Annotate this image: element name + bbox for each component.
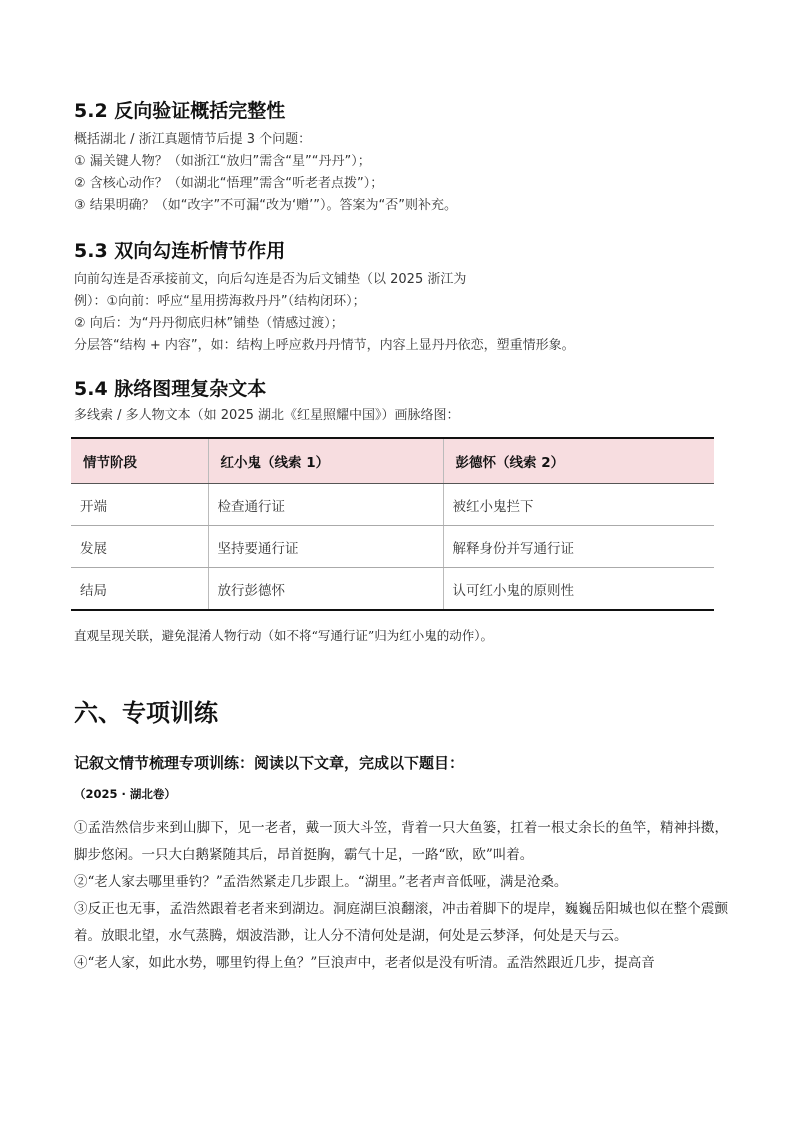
passage-paragraph: ④“老人家，如此水势，哪里钓得上鱼？”巨浪声中，老者似是没有听清。孟浩然跟近几步，提高音 [74,955,655,971]
plot-stage-table [71,437,714,611]
section-5-2-body [74,129,724,217]
section-5-4-heading: 5.4 脉络图理复杂文本 [74,378,267,400]
section-5-2-heading: 5.2 反向验证概括完整性 [74,100,286,122]
text-line: ③ 结果明确？（如“改字”不可漏“改为‘赠’”）。答案为“否”则补充。 [74,198,457,213]
section-5-4-intro: 多线索 / 多人物文本（如 2025 湖北《红星照耀中国》）画脉络图： [74,408,460,423]
table-cell: 结局 [71,568,208,611]
section-5-3-heading: 5.3 双向勾连析情节作用 [74,240,286,262]
table-note: 直观呈现关联，避免混淆人物行动（如不将“写通行证”归为红小鬼的动作）。 [74,628,494,643]
table-cell: 开端 [71,484,208,526]
table-row [71,568,714,611]
text-line: 概括湖北 / 浙江真题情节后提 3 个问题： [74,132,312,147]
exam-source: （2025 · 湖北卷） [74,787,176,801]
table-header-row [71,438,714,484]
table-header-cell: 彭德怀（线索 2） [443,438,714,484]
table-row [71,526,714,568]
passage-paragraph: ③反正也无事，孟浩然跟着老者来到湖边。洞庭湖巨浪翻滚，冲击着脚下的堤岸，巍巍岳阳城也似在整个震颤着。放眼北望，水气蒸腾，烟波浩渺，让人分不清何处是湖，何处是云梦泽，何处是天与云。 [74,901,728,944]
section-5-3-body [74,269,724,357]
text-line: ② 含核心动作？（如湖北“悟理”需含“听老者点拨”）； [74,176,384,191]
passage-paragraph: ②“老人家去哪里垂钓？”孟浩然紧走几步跟上。“湖里。”老者声音低哑，满是沧桑。 [74,874,568,890]
table-cell: 坚持要通行证 [208,526,443,568]
table-header-cell: 情节阶段 [71,438,208,484]
reading-passage [74,815,728,977]
text-line: ② 向后：为“丹丹彻底归林”铺垫（情感过渡）； [74,316,344,331]
text-line: ① 漏关键人物？（如浙江“放归”需含“星”“丹丹”）； [74,154,371,169]
text-line: 向前勾连是否承接前文，向后勾连是否为后文铺垫（以 2025 浙江为 [74,272,467,287]
chapter-6-heading: 六、专项训练 [74,699,218,727]
table-header-cell: 红小鬼（线索 1） [208,438,443,484]
training-task: 记叙文情节梳理专项训练：阅读以下文章，完成以下题目： [74,754,465,772]
text-line: 例）：①向前：呼应“星用捞海救丹丹”（结构闭环）； [74,294,366,309]
table-cell: 检查通行证 [208,484,443,526]
table-cell: 发展 [71,526,208,568]
table-row [71,484,714,526]
table-cell: 认可红小鬼的原则性 [443,568,714,611]
table-cell: 解释身份并写通行证 [443,526,714,568]
passage-paragraph: ①孟浩然信步来到山脚下，见一老者，戴一顶大斗笠，背着一只大鱼篓，扛着一根丈余长的鱼竿，精神抖擞，脚步悠闲。一只大白鹅紧随其后，昂首挺胸，霸气十足，一路“欧，欧”叫着。 [74,820,728,863]
table-cell: 被红小鬼拦下 [443,484,714,526]
text-line: 分层答“结构 + 内容”，如：结构上呼应救丹丹情节，内容上显丹丹依恋，塑重情形象。 [74,338,575,353]
table-cell: 放行彭德怀 [208,568,443,611]
